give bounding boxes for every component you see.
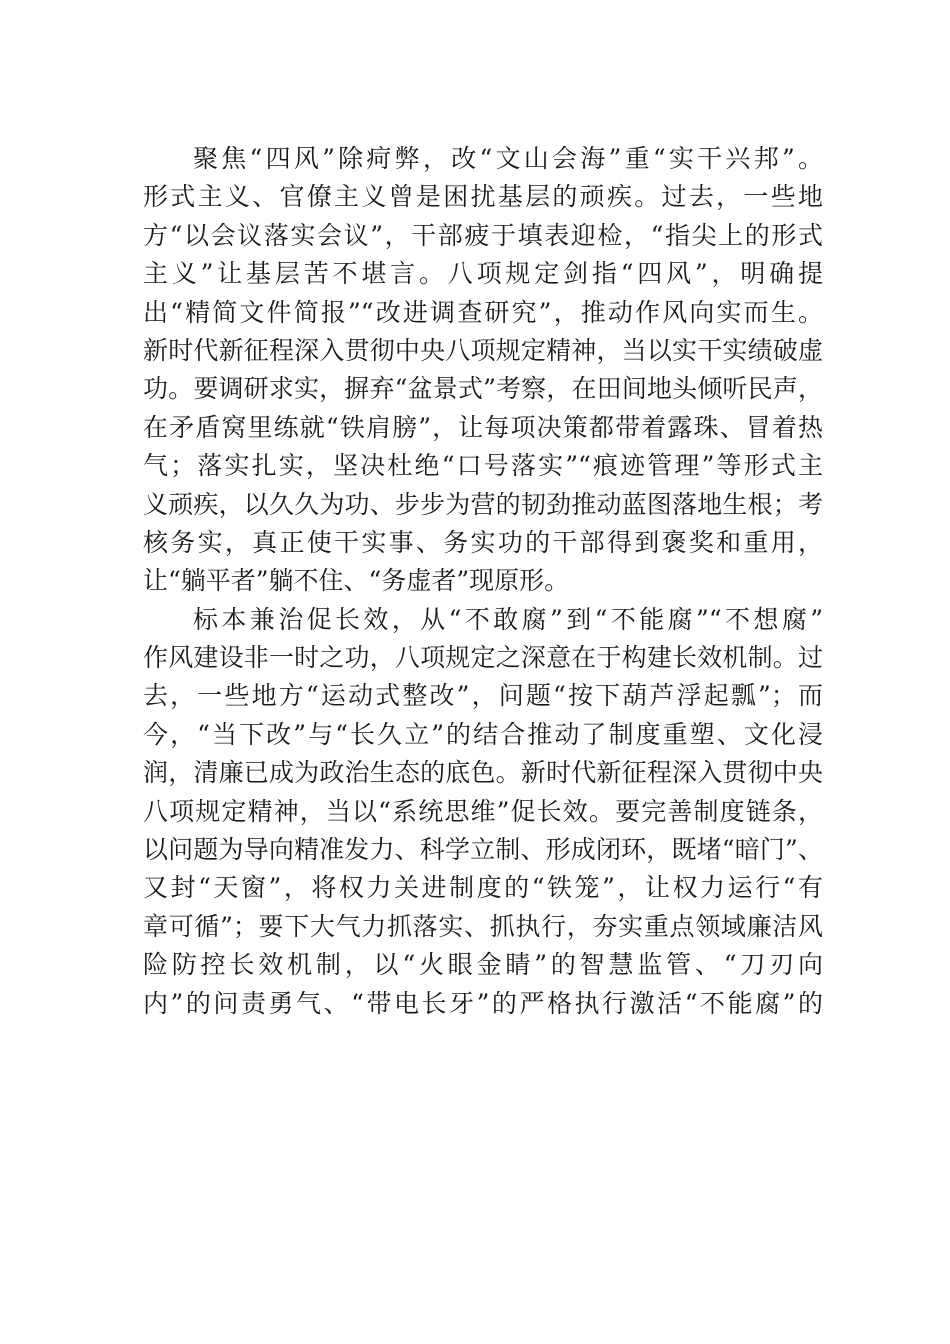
paragraph-heading-line: 标本兼治促长效，从“不敢腐”到“不能腐”“不想腐” — [193, 604, 823, 634]
text-line: 又封“天窗”，将权力关进制度的“铁笼”，让权力运行“有 — [143, 873, 823, 903]
text-line: 功。要调研求实，摒弃“盆景式”考察，在田间地头倾听民声， — [143, 374, 823, 404]
text-line: 核务实，真正使干实事、务实功的干部得到褒奖和重用， — [143, 527, 823, 557]
text-line: 八项规定精神，当以“系统思维”促长效。要完善制度链条， — [143, 796, 823, 826]
text-line: 在矛盾窝里练就“铁肩膀”，让每项决策都带着露珠、冒着热 — [143, 412, 823, 442]
document-page — [143, 140, 823, 1023]
text-line: 出“精简文件简报”“改进调查研究”，推动作风向实而生。 — [143, 297, 823, 327]
paragraph-heading-line: 聚焦“四风”除疴弊，改“文山会海”重“实干兴邦”。 — [193, 144, 823, 173]
text-line: 险防控长效机制，以“火眼金睛”的智慧监管、“刀刃向 — [143, 950, 823, 980]
text-line: 今，“当下改”与“长久立”的结合推动了制度重塑、文化浸 — [143, 719, 823, 749]
paragraph-four-winds — [143, 140, 823, 601]
paragraph-long-term-mechanism — [143, 601, 823, 1023]
text-line: 气；落实扎实，坚决杜绝“口号落实”“痕迹管理”等形式主 — [143, 451, 823, 481]
text-line: 义顽疾，以久久为功、步步为营的韧劲推动蓝图落地生根；考 — [143, 489, 823, 519]
text-line: 新时代新征程深入贯彻中央八项规定精神，当以实干实绩破虚 — [143, 335, 823, 365]
text-line: 形式主义、官僚主义曾是困扰基层的顽疾。过去，一些地 — [143, 182, 823, 212]
text-line: 方“以会议落实会议”，干部疲于填表迎检，“指尖上的形式 — [143, 220, 823, 250]
text-line: 章可循”；要下大气力抓落实、抓执行，夯实重点领域廉洁风 — [143, 911, 823, 941]
text-line: 作风建设非一时之功，八项规定之深意在于构建长效机制。过 — [143, 643, 823, 673]
text-line: 让“躺平者”躺不住、“务虚者”现原形。 — [143, 566, 570, 596]
text-line: 主义”让基层苦不堪言。八项规定剑指“四风”，明确提 — [143, 259, 823, 289]
text-line: 润，清廉已成为政治生态的底色。新时代新征程深入贯彻中央 — [143, 758, 823, 788]
text-line: 内”的问责勇气、“带电长牙”的严格执行激活“不能腐”的 — [143, 988, 823, 1018]
text-line: 以问题为导向精准发力、科学立制、形成闭环，既堵“暗门”、 — [143, 835, 823, 865]
text-line: 去，一些地方“运动式整改”，问题“按下葫芦浮起瓢”；而 — [143, 681, 823, 711]
